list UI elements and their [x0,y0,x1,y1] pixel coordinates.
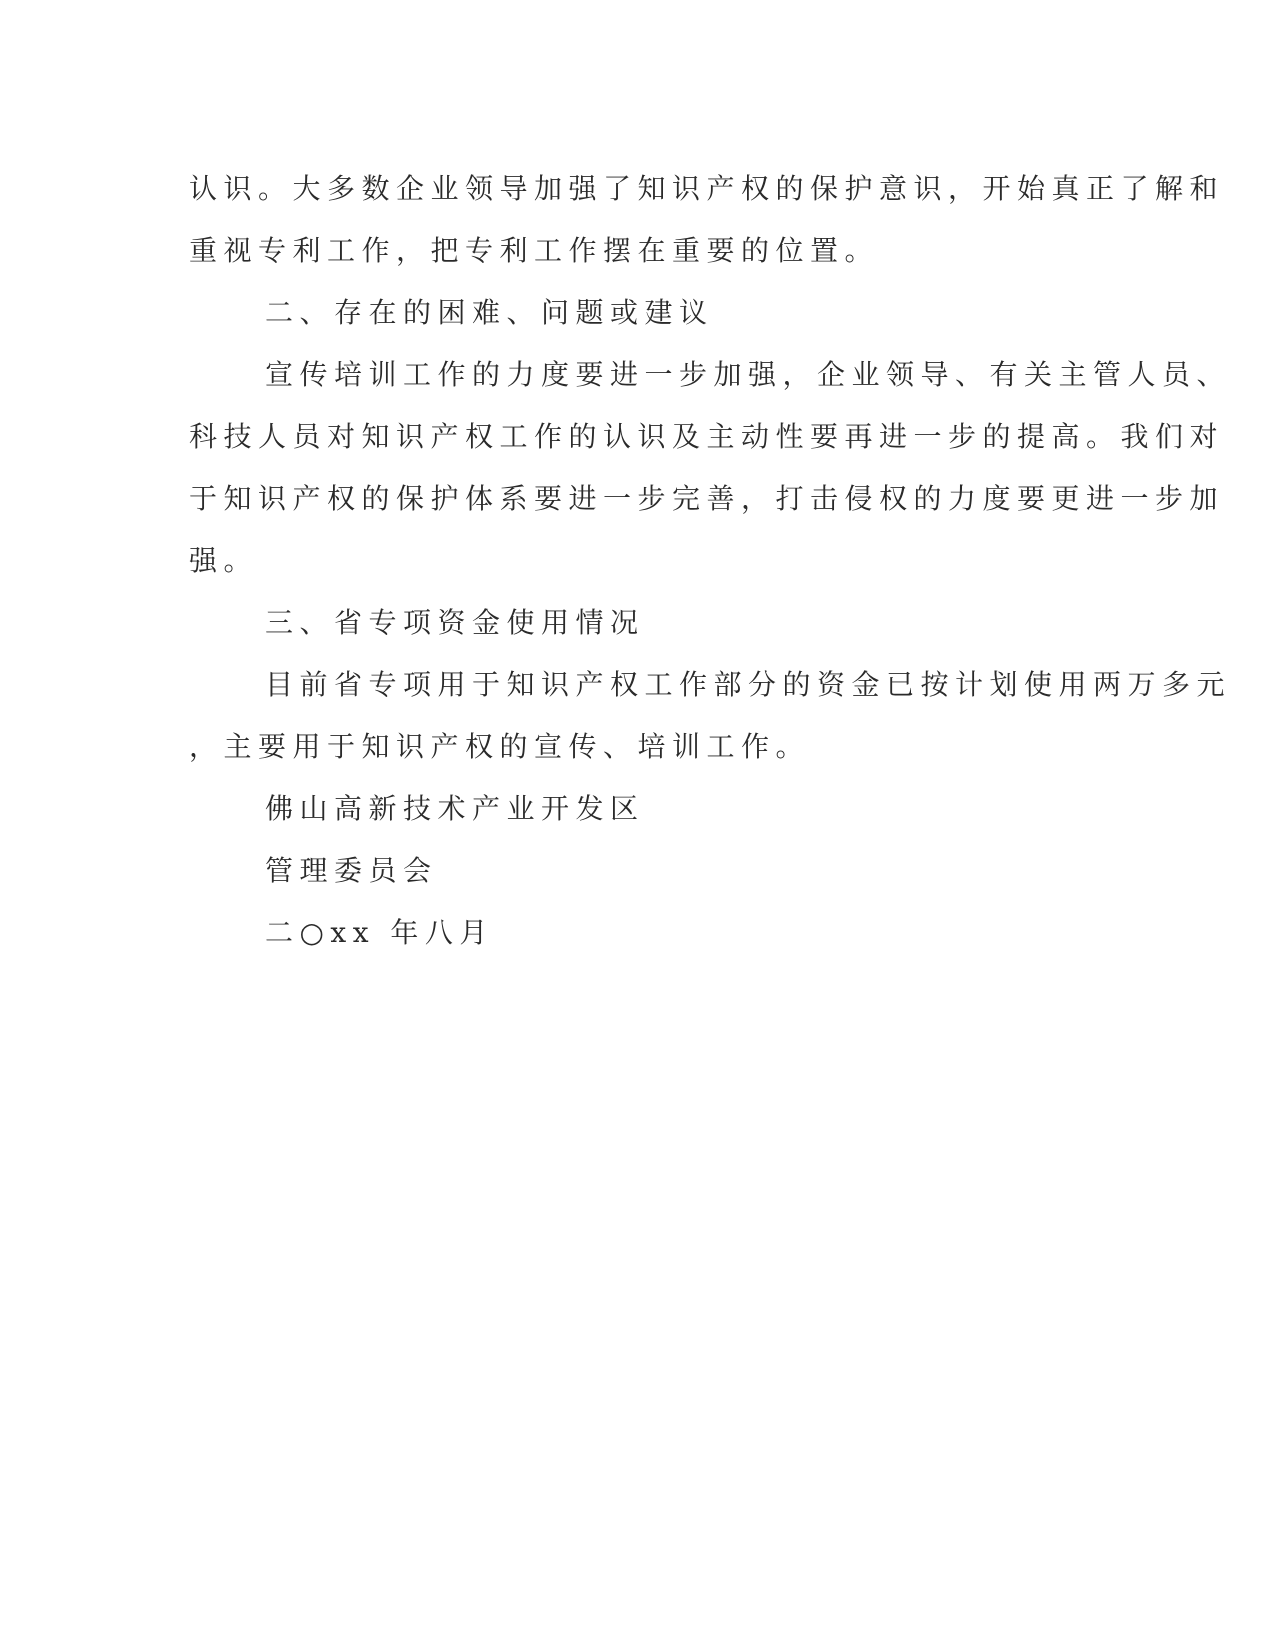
paragraph-line: 宣传培训工作的力度要进一步加强，企业领导、有关主管人员、 [265,358,1232,391]
paragraph-line: 于知识产权的保护体系要进一步完善，打击侵权的力度要更进一步加 [189,482,1225,515]
section-heading: 二、存在的困难、问题或建议 [265,296,714,329]
paragraph-line: 重视专利工作，把专利工作摆在重要的位置。 [189,234,880,267]
signature-committee: 管理委员会 [265,854,438,887]
paragraph-line: 认识。大多数企业领导加强了知识产权的保护意识，开始真正了解和 [189,172,1225,205]
paragraph-line: 目前省专项用于知识产权工作部分的资金已按计划使用两万多元 [265,668,1232,701]
paragraph-line: 强。 [189,544,259,577]
paragraph-line: ，主要用于知识产权的宣传、培训工作。 [189,730,811,763]
paragraph-line: 科技人员对知识产权工作的认识及主动性要再进一步的提高。我们对 [189,420,1225,453]
signature-organization: 佛山高新技术产业开发区 [265,792,645,825]
document-body [189,158,1232,964]
section-heading: 三、省专项资金使用情况 [265,606,645,639]
signature-date: 二○xx 年八月 [265,916,494,949]
